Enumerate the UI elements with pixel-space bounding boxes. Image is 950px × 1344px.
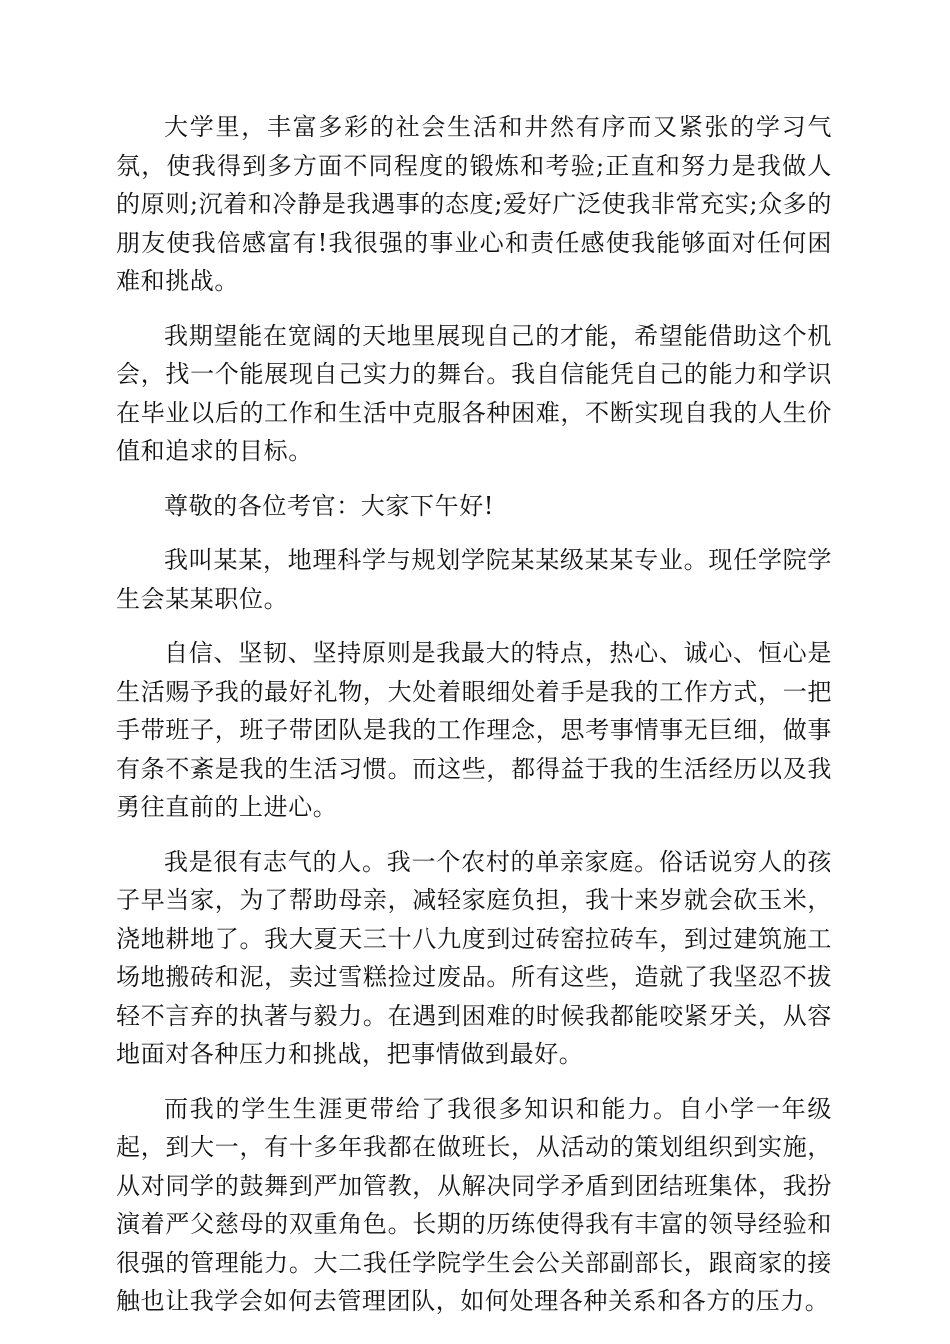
paragraph-introduction: 我叫某某，地理科学与规划学院某某级某某专业。现任学院学生会某某职位。 <box>116 546 832 613</box>
paragraph-character: 自信、坚韧、坚持原则是我最大的特点，热心、诚心、恒心是生活赐予我的最好礼物，大处着眼细处着手是我的工作方式，一把手带班子，班子带团队是我的工作理念，思考事情事无巨细，做事有条不紊是我的生活习惯。而这些，都得益于我的生活经历以及我勇往直前的上进心。 <box>116 639 832 821</box>
paragraph-college-life: 大学里，丰富多彩的社会生活和井然有序而又紧张的学习气氛，使我得到多方面不同程度的锻炼和考验;正直和努力是我做人的原则;沉着和冷静是我遇事的态度;爱好广泛使我非常充实;众多的朋友使我倍感富有!我很强的事业心和责任感使我能够面对任何困难和挑战。 <box>116 113 832 295</box>
paragraph-greeting: 尊敬的各位考官：大家下午好! <box>164 491 495 520</box>
paragraph-student-career: 而我的学生生涯更带给了我很多知识和能力。自小学一年级起，到大一，有十多年我都在做班长，从活动的策划组织到实施，从对同学的鼓舞到严加管教，从解决同学矛盾到团结班集体，我扮演着严父慈母的双重角色。长期的历练使得我有丰富的领导经验和很强的管理能力。大二我任学院学生会公关部副部长，跟商家的接触也让我学会如何去管理团队，如何处理各种关系和各方的压力。 <box>116 1094 832 1315</box>
paragraph-family-background: 我是很有志气的人。我一个农村的单亲家庭。俗话说穷人的孩子早当家，为了帮助母亲，减轻家庭负担，我十来岁就会砍玉米，浇地耕地了。我大夏天三十八九度到过砖窑拉砖车，到过建筑施工场地搬砖和泥，卖过雪糕捡过废品。所有这些，造就了我坚忍不拔轻不言弃的执著与毅力。在遇到困难的时候我都能咬紧牙关，从容地面对各种压力和挑战，把事情做到最好。 <box>116 847 832 1068</box>
paragraph-aspiration: 我期望能在宽阔的天地里展现自己的才能，希望能借助这个机会，找一个能展现自己实力的舞台。我自信能凭自己的能力和学识在毕业以后的工作和生活中克服各种困难，不断实现自我的人生价值和追求的目标。 <box>116 321 832 465</box>
document-body <box>116 108 832 1337</box>
